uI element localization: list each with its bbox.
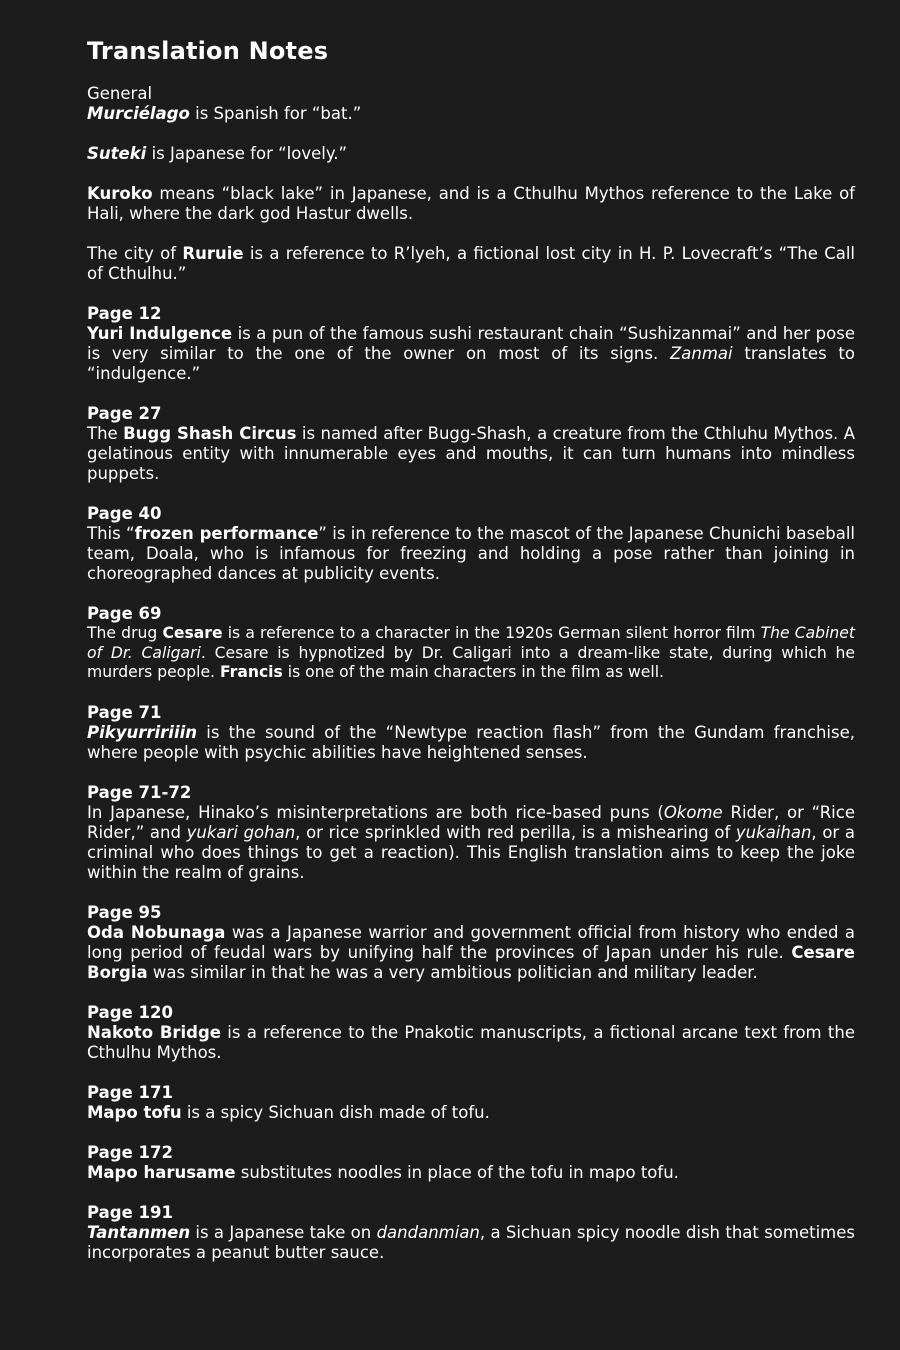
note-heading: Page 71: [87, 702, 162, 722]
note-text: Nakoto Bridge is a reference to the Pnakotic manuscripts, a fictional arcane text from the Cthulhu Mythos.: [87, 1022, 855, 1062]
note-section: [87, 304, 855, 384]
note-heading: Page 95: [87, 902, 162, 922]
note-ruruie: The city of Ruruie is a reference to R’lyeh, a fictional lost city in H. P. Lovecraft’s “The Call of Cthulhu.”: [87, 244, 856, 283]
section-heading-general: General: [87, 84, 153, 103]
note-section: [87, 404, 855, 484]
note-section: [87, 604, 855, 683]
note-murcielago: Murciélago is Spanish for “bat.”: [87, 104, 362, 123]
note-text: Mapo tofu is a spicy Sichuan dish made of tofu.: [87, 1102, 490, 1122]
note-heading: Page 40: [87, 504, 162, 523]
note-section: [87, 1003, 855, 1063]
note-heading: Page 27: [87, 404, 162, 423]
page-title: Translation Notes: [87, 37, 329, 65]
note-section: [87, 783, 855, 883]
note-text: Pikyurririiin is the sound of the “Newtype reaction flash” from the Gundam franchise, where people with psychic abilities have heightened senses.: [87, 722, 855, 762]
note-section: [87, 1083, 855, 1123]
note-heading: Page 69: [87, 604, 162, 623]
note-text: Yuri Indulgence is a pun of the famous sushi restaurant chain “Sushizanmai” and her pose is very similar to the one of the owner on most of its signs. Zanmai translates to “indulgence.”: [87, 324, 855, 383]
note-section: [87, 504, 855, 584]
note-text: Mapo harusame substitutes noodles in place of the tofu in mapo tofu.: [87, 1162, 679, 1182]
note-section: [87, 1203, 855, 1263]
note-text: This “frozen performance” is in reference to the mascot of the Japanese Chunichi baseball team, Doala, who is infamous for freezing and holding a pose rather than joining in choreographed dances at publicity events.: [87, 524, 855, 583]
note-section: [87, 1143, 855, 1183]
note-kuroko: Kuroko means “black lake” in Japanese, and is a Cthulhu Mythos reference to the Lake of Hali, where the dark god Hastur dwells.: [87, 184, 855, 223]
note-heading: Page 120: [87, 1002, 173, 1022]
note-heading: Page 172: [87, 1142, 173, 1162]
note-text: In Japanese, Hinako’s misinterpretations are both rice-based puns (Okome Rider, or “Rice Rider,” and yukari gohan, or rice sprinkled with red perilla, is a mishearing of yukaihan, or a criminal who does things to get a reaction). This English translation aims to keep the joke within the realm of grains.: [87, 802, 855, 882]
note-section: [87, 703, 855, 763]
note-heading: Page 191: [87, 1202, 173, 1222]
note-heading: Page 12: [87, 304, 162, 323]
note-section: [87, 903, 855, 983]
note-text: The drug Cesare is a reference to a character in the 1920s German silent horror film The Cabinet of Dr. Caligari. Cesare is hypnotized by Dr. Caligari into a dream-like state, during which he murders people. Francis is one of the main characters in the film as well.: [87, 624, 855, 681]
note-heading: Page 71-72: [87, 782, 192, 802]
note-suteki: Suteki is Japanese for “lovely.”: [87, 144, 348, 163]
note-heading: Page 171: [87, 1082, 173, 1102]
note-text: The Bugg Shash Circus is named after Bugg-Shash, a creature from the Cthluhu Mythos. A gelatinous entity with innumerable eyes and mouths, it can turn humans into mindless puppets.: [87, 424, 855, 483]
note-text: Tantanmen is a Japanese take on dandanmian, a Sichuan spicy noodle dish that sometimes incorporates a peanut butter sauce.: [87, 1222, 855, 1262]
note-text: Oda Nobunaga was a Japanese warrior and government official from history who ended a long period of feudal wars by unifying half the provinces of Japan under his rule. Cesare Borgia was similar in that he was a very ambitious politician and military leader.: [87, 922, 856, 982]
